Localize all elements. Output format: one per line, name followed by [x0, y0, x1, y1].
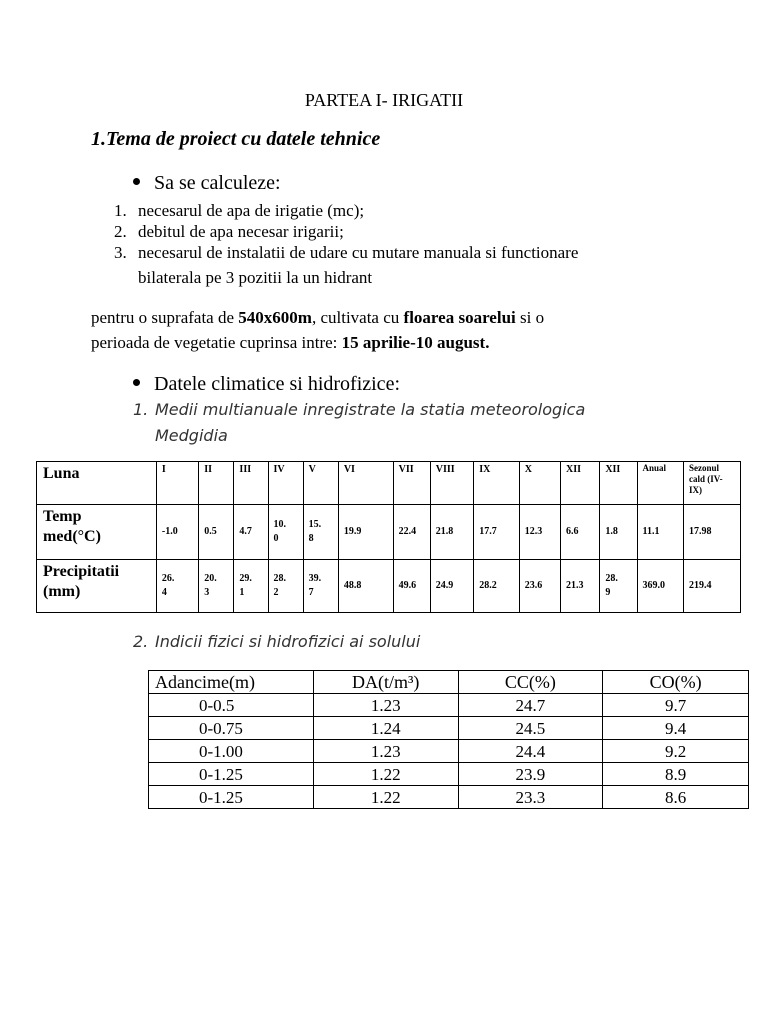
header-cell: CO(%) — [603, 671, 749, 694]
table-cell: 24.9 — [430, 560, 473, 613]
table-cell: 4.7 — [234, 505, 268, 560]
list-text: debitul de apa necesar irigarii; — [138, 222, 344, 241]
table-cell: 23.9 — [458, 763, 603, 786]
sub-text: Indicii fizici si hidrofizici ai solului — [155, 632, 421, 651]
table-cell: 21.8 — [430, 505, 473, 560]
list-text: necesarul de instalatii de udare cu mutare manuala si functionare — [138, 243, 579, 262]
header-cell: III — [234, 462, 268, 505]
table-cell: 369.0 — [637, 560, 684, 613]
header-cell: II — [199, 462, 234, 505]
table-cell: 8.9 — [603, 763, 749, 786]
crop-name: floarea soarelui — [403, 308, 516, 327]
table-cell: 20. 3 — [199, 560, 234, 613]
table-cell: 26. 4 — [156, 560, 198, 613]
list-number: 1. — [114, 201, 127, 220]
table-cell: 11.1 — [637, 505, 684, 560]
table-cell: 24.4 — [458, 740, 603, 763]
table-row — [149, 786, 749, 809]
table-cell: -1.0 — [156, 505, 198, 560]
table-cell: 9.2 — [603, 740, 749, 763]
header-cell: DA(t/m³) — [313, 671, 458, 694]
subsection-1 — [133, 400, 585, 419]
table-cell: 1.23 — [313, 740, 458, 763]
table-cell: 8.6 — [603, 786, 749, 809]
table-cell: 12.3 — [519, 505, 560, 560]
soil-table — [148, 670, 749, 809]
table-row — [37, 505, 741, 560]
list-item — [114, 201, 364, 221]
header-cell: XII — [600, 462, 637, 505]
para-text: si o — [515, 308, 545, 327]
list-number: 3. — [114, 243, 127, 262]
subsection-1-cont: Medgidia — [155, 426, 228, 445]
table-cell: 17.7 — [474, 505, 519, 560]
vegetation-period: 15 aprilie-10 august. — [341, 333, 490, 352]
header-cell: X — [519, 462, 560, 505]
row-label-text: med(°C) — [43, 528, 101, 545]
table-cell: 0-1.25 — [149, 763, 314, 786]
table-cell: 1.22 — [313, 786, 458, 809]
bullet-climate — [133, 373, 400, 396]
table-cell: 28. 2 — [268, 560, 303, 613]
bullet-calculate — [133, 172, 281, 195]
header-cell: XII — [561, 462, 600, 505]
table-cell: 0.5 — [199, 505, 234, 560]
table-cell: 17.98 — [684, 505, 741, 560]
page-title: PARTEA I- IRIGATII — [304, 90, 464, 110]
table-cell: 23.6 — [519, 560, 560, 613]
bullet-dot-icon — [133, 178, 140, 185]
table-cell: 22.4 — [393, 505, 430, 560]
table-cell: 1.8 — [600, 505, 637, 560]
section-heading: 1.Tema de proiect cu datele tehnice — [91, 128, 381, 150]
row-label-text: Temp — [43, 508, 82, 525]
area-value: 540x600m — [238, 308, 312, 327]
list-number: 2. — [114, 222, 127, 241]
table-cell: 24.7 — [458, 694, 603, 717]
table-cell: 10. 0 — [268, 505, 303, 560]
table-row — [37, 560, 741, 613]
table-cell: 9.7 — [603, 694, 749, 717]
header-cell: VII — [393, 462, 430, 505]
row-label-text: (mm) — [43, 583, 81, 600]
subsection-2 — [133, 632, 420, 651]
row-label-text: Precipitatii — [43, 563, 120, 580]
table-cell: 0-1.00 — [149, 740, 314, 763]
table-cell: 21.3 — [561, 560, 600, 613]
row-label-prec — [37, 560, 157, 613]
table-cell: 23.3 — [458, 786, 603, 809]
list-item — [114, 222, 344, 242]
table-cell: 9.4 — [603, 717, 749, 740]
table-cell: 1.24 — [313, 717, 458, 740]
table-row — [149, 717, 749, 740]
table-cell: 0-0.75 — [149, 717, 314, 740]
header-cell: VI — [338, 462, 393, 505]
para-text: pentru o suprafata de — [91, 308, 239, 327]
header-cell: V — [303, 462, 338, 505]
table-cell: 19.9 — [338, 505, 393, 560]
paragraph-line-2 — [91, 333, 489, 353]
table-cell: 28. 9 — [600, 560, 637, 613]
para-text: , cultivata cu — [311, 308, 404, 327]
sub-number: 1. — [133, 400, 149, 419]
sub-text: Medii multianuale inregistrate la statia meteorologica — [155, 400, 586, 419]
list-item-continuation: bilaterala pe 3 pozitii la un hidrant — [138, 268, 373, 287]
table-row — [37, 462, 741, 505]
table-cell: 24.5 — [458, 717, 603, 740]
header-cell: Adancime(m) — [149, 671, 314, 694]
table-cell: 39. 7 — [303, 560, 338, 613]
bullet-text: Datele climatice si hidrofizice: — [154, 373, 400, 395]
table-cell: 219.4 — [684, 560, 741, 613]
table-row — [149, 671, 749, 694]
header-cell: Sezonul cald (IV-IX) — [684, 462, 741, 505]
para-text: perioada de vegetatie cuprinsa intre: — [91, 333, 342, 352]
table-row — [149, 763, 749, 786]
table-cell: 6.6 — [561, 505, 600, 560]
bullet-text: Sa se calculeze: — [154, 172, 281, 194]
bullet-dot-icon — [133, 379, 140, 386]
table-cell: 15. 8 — [303, 505, 338, 560]
climate-table — [36, 461, 741, 613]
table-cell: 0-1.25 — [149, 786, 314, 809]
sub-number: 2. — [133, 632, 149, 651]
table-row — [149, 694, 749, 717]
header-cell: I — [156, 462, 198, 505]
header-cell: CC(%) — [458, 671, 603, 694]
header-cell: Anual — [637, 462, 684, 505]
table-cell: 49.6 — [393, 560, 430, 613]
table-row — [149, 740, 749, 763]
header-cell: IV — [268, 462, 303, 505]
row-label-temp — [37, 505, 157, 560]
table-cell: 1.22 — [313, 763, 458, 786]
table-cell: 0-0.5 — [149, 694, 314, 717]
paragraph-line-1 — [91, 308, 544, 328]
table-cell: 1.23 — [313, 694, 458, 717]
list-item — [114, 243, 578, 263]
header-cell: IX — [474, 462, 519, 505]
header-luna: Luna — [37, 462, 157, 505]
table-cell: 29. 1 — [234, 560, 268, 613]
table-cell: 28.2 — [474, 560, 519, 613]
table-cell: 48.8 — [338, 560, 393, 613]
list-text: necesarul de apa de irigatie (mc); — [138, 201, 365, 220]
header-cell: VIII — [430, 462, 473, 505]
